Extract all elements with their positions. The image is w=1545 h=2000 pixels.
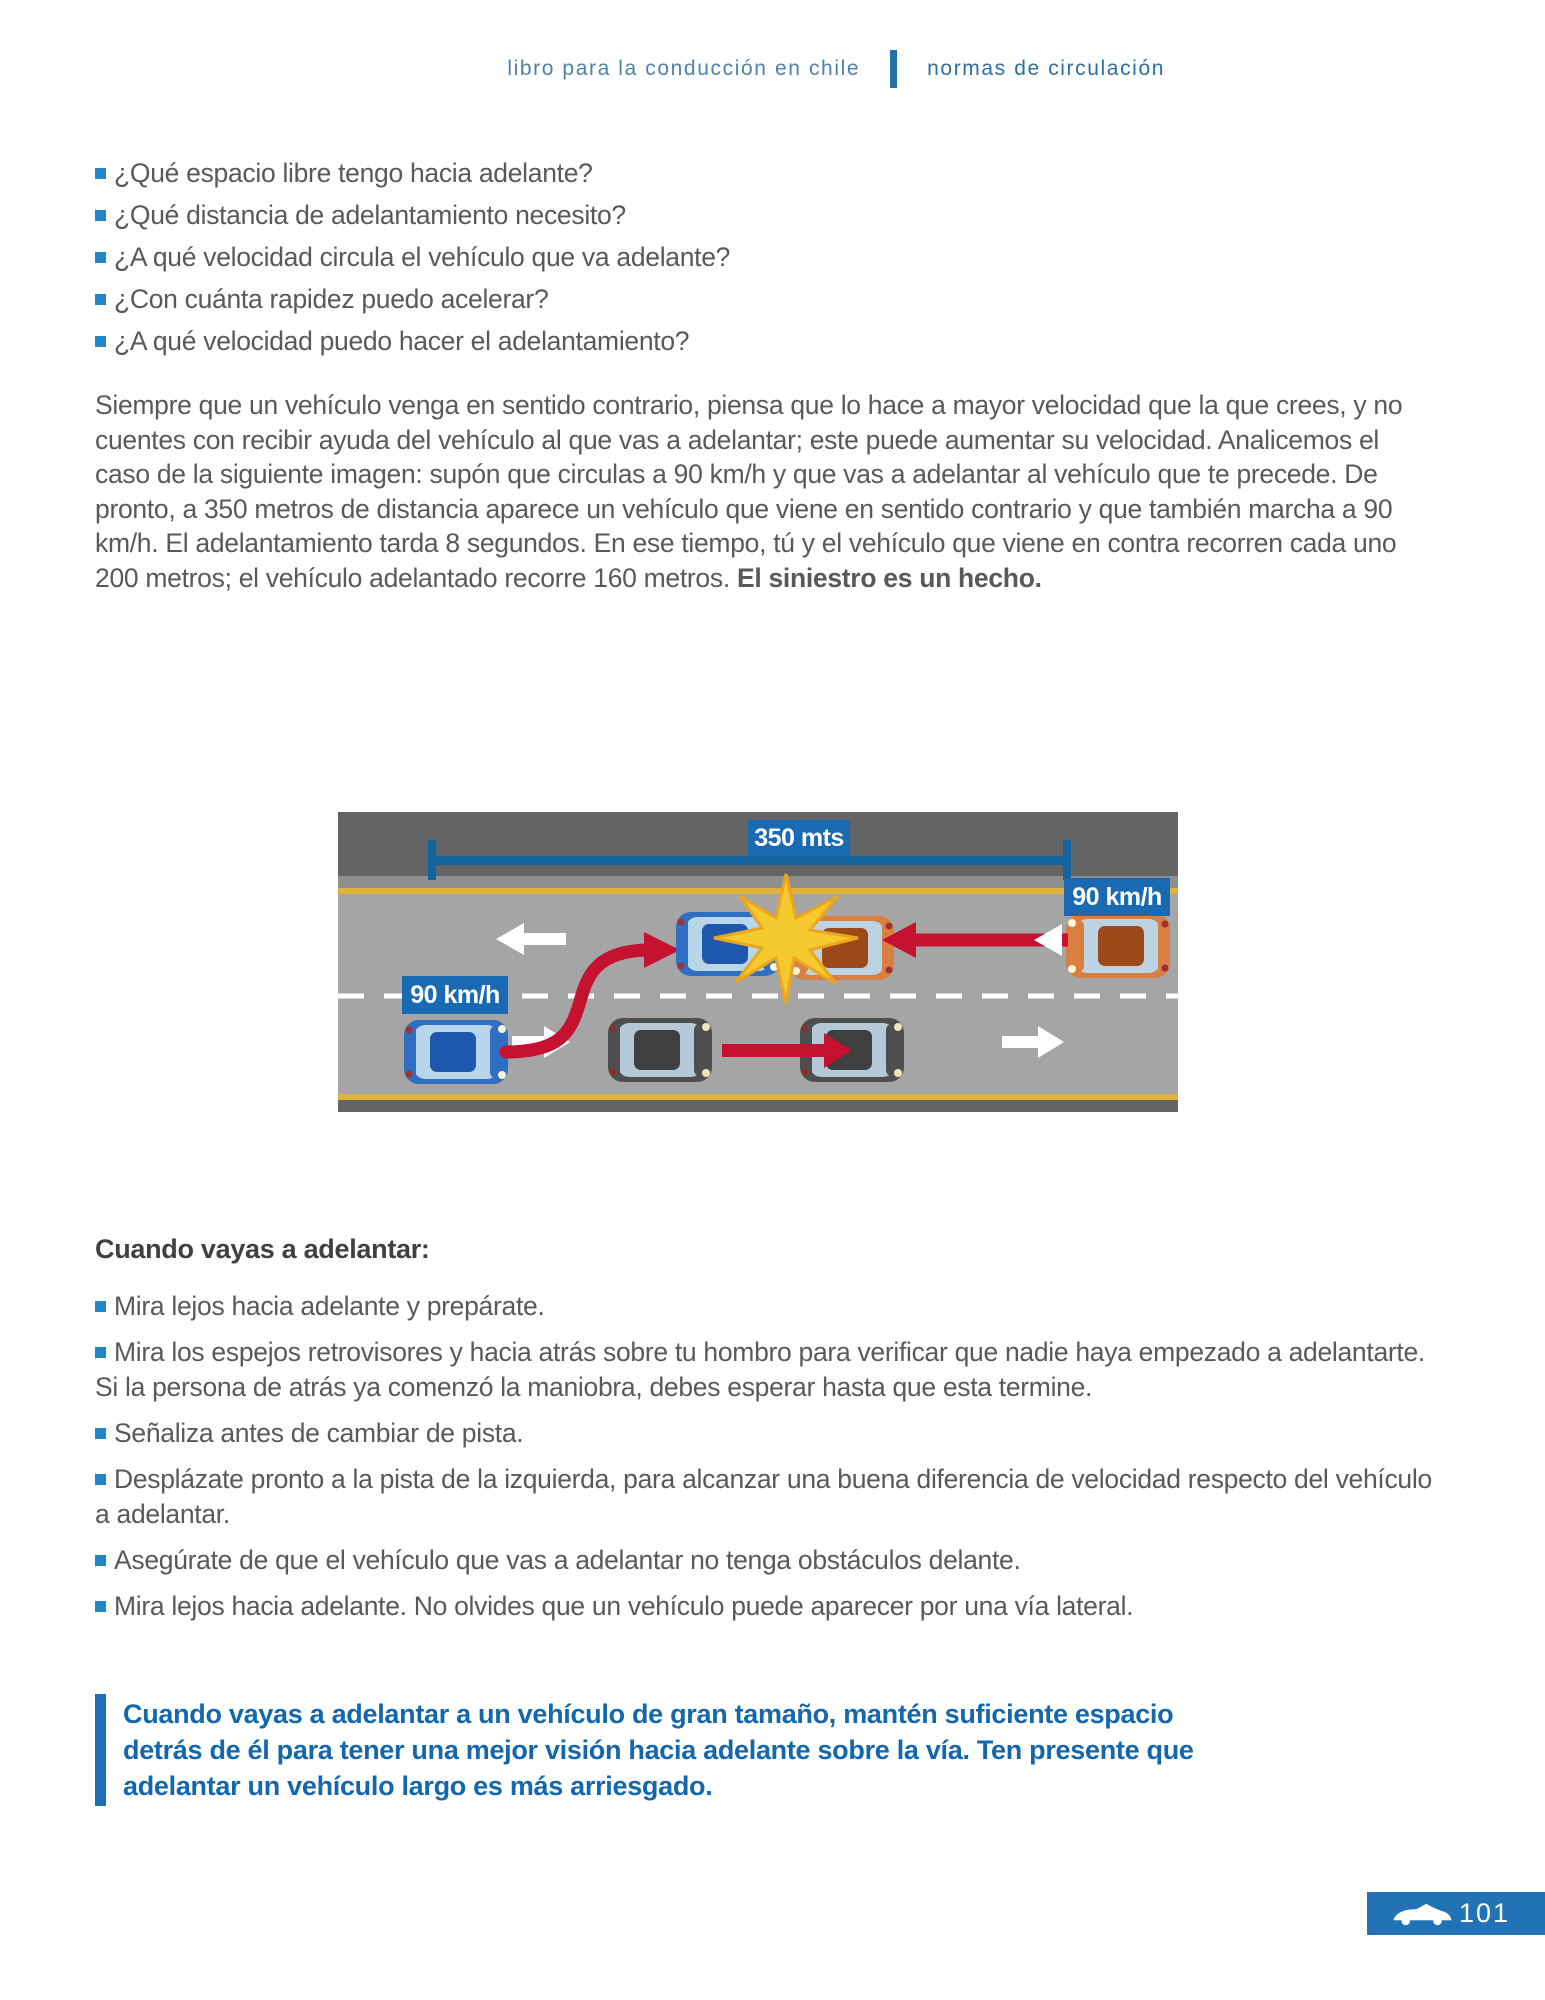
question-text: ¿A qué velocidad puedo hacer el adelantamiento? <box>114 326 690 356</box>
bullet-square-icon <box>95 1347 106 1358</box>
tip-text: Mira los espejos retrovisores y hacia atrás sobre tu hombro para verificar que nadie haya empezado a adelantarte. Si la persona de atrás ya comenzó la maniobra, debes esperar hasta que esta termine. <box>95 1337 1425 1402</box>
bullet-square-icon <box>95 1601 106 1612</box>
tip-item <box>95 1589 1435 1624</box>
callout-box <box>95 1694 1335 1806</box>
tip-item <box>95 1289 1435 1324</box>
section-heading: Cuando vayas a adelantar: <box>95 1234 430 1264</box>
question-text: ¿A qué velocidad circula el vehículo que va adelante? <box>114 242 731 272</box>
bullet-square-icon <box>95 294 106 305</box>
oncoming-speed-label: 90 km/h <box>1064 878 1170 916</box>
header-section-title: normas de circulación <box>927 57 1165 80</box>
page-footer <box>1367 1892 1545 1935</box>
questions-list <box>95 156 1435 366</box>
distance-label: 350 mts <box>748 820 850 856</box>
question-text: ¿Qué espacio libre tengo hacia adelante? <box>114 158 593 188</box>
overtaking-section <box>95 1234 1435 1635</box>
paragraph-text: Siempre que un vehículo venga en sentido contrario, piensa que lo hace a mayor velocidad que la que crees, y no cuentes con recibir ayuda del vehículo al que vas a adelantar; este puede aumentar su velocidad. Analicemos el caso de la siguiente imagen: supón que circulas a 90 km/h y que vas a adelantar al vehículo que te precede. De pronto, a 350 metros de distancia aparece un vehículo que viene en sentido contrario y que también marcha a 90 km/h. El adelantamiento tarda 8 segundos. En ese tiempo, tú y el vehículo que viene en contra recorren cada uno 200 metros; el vehículo adelantado recorre 160 metros. <box>95 390 1403 593</box>
road-diagram-graphic <box>338 812 1178 1112</box>
header-divider <box>890 50 897 88</box>
question-item <box>95 240 1435 275</box>
header-book-title: libro para la conducción en chile <box>507 57 861 80</box>
intro-paragraph <box>95 388 1435 595</box>
road-yellow-line-bottom <box>338 1094 1178 1100</box>
tip-item <box>95 1416 1435 1451</box>
question-item <box>95 156 1435 191</box>
road-yellow-line-top <box>338 888 1178 894</box>
bullet-square-icon <box>95 252 106 263</box>
tips-list <box>95 1289 1435 1624</box>
tip-text: Desplázate pronto a la pista de la izquierda, para alcanzar una buena diferencia de velocidad respecto del vehículo a adelantar. <box>95 1464 1432 1529</box>
question-text: ¿Qué distancia de adelantamiento necesito? <box>114 200 626 230</box>
own-speed-label: 90 km/h <box>402 976 508 1014</box>
bullet-square-icon <box>95 1428 106 1439</box>
tip-text: Mira lejos hacia adelante y prepárate. <box>114 1291 545 1321</box>
tip-item <box>95 1335 1435 1405</box>
bullet-square-icon <box>95 336 106 347</box>
tip-text: Señaliza antes de cambiar de pista. <box>114 1418 524 1448</box>
tip-item <box>95 1462 1435 1532</box>
oncoming-car-orange <box>1066 914 1170 978</box>
question-item <box>95 324 1435 359</box>
tip-item <box>95 1543 1435 1578</box>
callout-accent-bar <box>95 1694 106 1806</box>
lead-car-dark-1 <box>608 1018 712 1082</box>
bullet-square-icon <box>95 168 106 179</box>
road-edge-strip <box>338 876 1178 888</box>
tip-text: Mira lejos hacia adelante. No olvides que un vehículo puede aparecer por una vía lateral. <box>114 1591 1134 1621</box>
bullet-square-icon <box>95 1301 106 1312</box>
callout-text: Cuando vayas a adelantar a un vehículo de gran tamaño, mantén suficiente espacio detrás de él para tener una mejor visión hacia adelante sobre la vía. Ten presente que adelantar un vehículo largo es más arriesgado. <box>123 1699 1194 1801</box>
bullet-square-icon <box>95 1474 106 1485</box>
question-text: ¿Con cuánta rapidez puedo acelerar? <box>114 284 549 314</box>
road-diagram <box>338 812 1178 1112</box>
bullet-square-icon <box>95 1555 106 1566</box>
paragraph-emphasis: El siniestro es un hecho. <box>736 562 1042 593</box>
footer-car-icon <box>1391 1900 1453 1928</box>
tip-text: Asegúrate de que el vehículo que vas a adelantar no tenga obstáculos delante. <box>114 1545 1021 1575</box>
own-car-blue <box>404 1020 508 1084</box>
page-number: 101 <box>1459 1898 1511 1928</box>
page-header <box>507 50 1165 88</box>
question-item <box>95 282 1435 317</box>
question-item <box>95 198 1435 233</box>
bullet-square-icon <box>95 210 106 221</box>
